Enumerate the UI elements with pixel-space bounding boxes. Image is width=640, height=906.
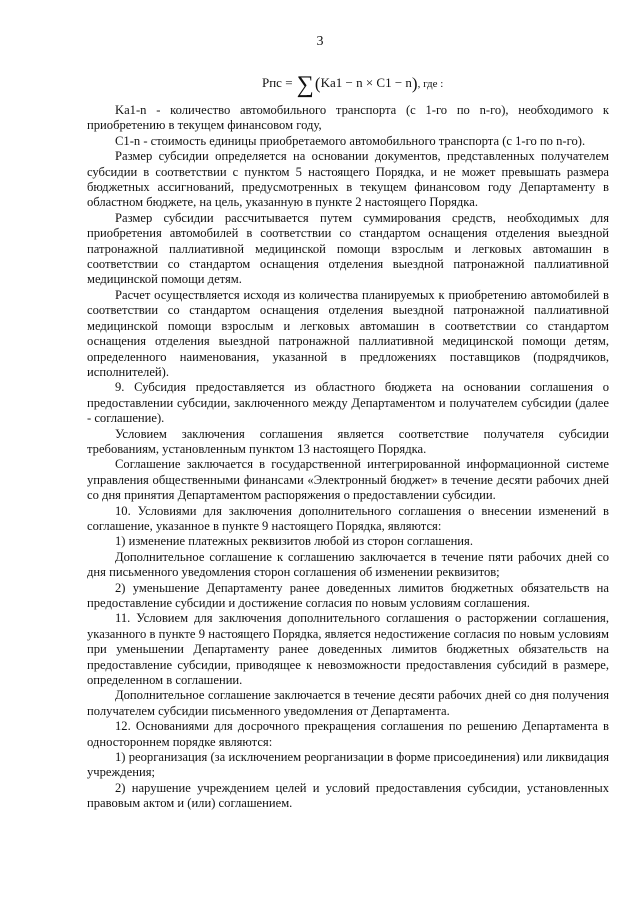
page-number: 3	[316, 34, 324, 49]
paragraph: 2) нарушение учреждением целей и условий предоставления субсидии, установленных правовым актом и (или) соглашением.	[87, 780, 609, 811]
formula-body: Ka1 − n × C1 − n	[320, 75, 412, 90]
formula-suffix: , где :	[417, 78, 444, 90]
paragraph: Условием заключения соглашения является соответствие получателя субсидии требованиям, установленным пунктом 13 настоящего Порядка.	[87, 426, 609, 456]
paragraph: Дополнительное соглашение заключается в течение десяти рабочих дней со дня получения получателем субсидии письменного уведомления от Департамента.	[87, 688, 609, 718]
paragraph: Соглашение заключается в государственной интегрированной информационной системе управления общественными финансами «Электронный бюджет» в течение десяти рабочих дней со дня принятия Департаментом распоряжения о предоставлении субсидии.	[87, 457, 609, 503]
paragraph: Размер субсидии определяется на основании документов, представленных получателем субсидии в соответствии с пунктом 5 настоящего Порядка, и не может превышать размера бюджетных ассигнований, предусмотренных в текущем финансовом году Департаменту в областном бюджете, на цель, указанную в пункте 2 настоящего Порядка.	[87, 149, 609, 210]
paragraph: С1-n - стоимость единицы приобретаемого автомобильного транспорта (с 1-го по n-го).	[115, 133, 586, 148]
close-paren: )	[411, 74, 418, 93]
paragraph: 10. Условиями для заключения дополнительного соглашения о внесении изменений в соглашение, указанное в пункте 9 настоящего Порядка, являются:	[87, 503, 609, 533]
paragraph: Дополнительное соглашение к соглашению заключается в течение пяти рабочих дней со дня письменного уведомления сторон соглашения об изменении реквизитов;	[87, 549, 609, 580]
paragraph: Ka1-n - количество автомобильного транспорта (с 1-го по n-го), необходимого к приобретению в текущем финансовом году,	[87, 103, 609, 133]
paragraph: 12. Основаниями для досрочного прекращения соглашения по решению Департамента в одностороннем порядке являются:	[87, 719, 609, 749]
formula-lhs: Pпс =	[262, 75, 293, 90]
document-body	[87, 103, 609, 812]
sigma-symbol: ∑	[296, 72, 314, 98]
open-paren: (	[314, 74, 321, 93]
paragraph: 1) изменение платежных реквизитов любой из сторон соглашения.	[115, 534, 473, 549]
paragraph: Размер субсидии рассчитывается путем суммирования средств, необходимых для приобретения автомобилей в соответствии со стандартом оснащения отделения выездной патронажной паллиативной медицинской помощи взрослым и легковых автомашин в соответствии со стандартом оснащения отделения выездной патронажной паллиативной медицинской помощи детям.	[87, 210, 609, 287]
paragraph: 11. Условием для заключения дополнительного соглашения о расторжении соглашения, указанного в пункте 9 настоящего Порядка, является недостижение согласия по новым условиям при уменьшении Департаменту ранее доведенных лимитов бюджетных обязательств на предоставление субсидии, приводящее к невозможности предоставления субсидий в размере, определенном в соглашении.	[87, 611, 609, 688]
paragraph: 1) реорганизация (за исключением реорганизации в форме присоединения) или ликвидация учреждения;	[87, 750, 609, 780]
subsidy-formula	[262, 72, 443, 99]
paragraph: 2) уменьшение Департаменту ранее доведенных лимитов бюджетных обязательств на предоставление субсидии и достижение согласия по новым условиям соглашения.	[87, 580, 609, 610]
paragraph: 9. Субсидия предоставляется из областного бюджета на основании соглашения о предоставлении субсидии, заключенного между Департаментом и получателем субсидии (далее - соглашение).	[87, 380, 609, 426]
paragraph: Расчет осуществляется исходя из количества планируемых к приобретению автомобилей в соответствии со стандартом оснащения отделения выездной патронажной паллиативной медицинской помощи взрослым и легковых автомашин в соответствии со стандартом оснащения отделения выездной патронажной паллиативной медицинской помощи детям, определенного наименования, указанной в предложениях поставщиков (подрядчиков, исполнителей).	[87, 287, 609, 379]
